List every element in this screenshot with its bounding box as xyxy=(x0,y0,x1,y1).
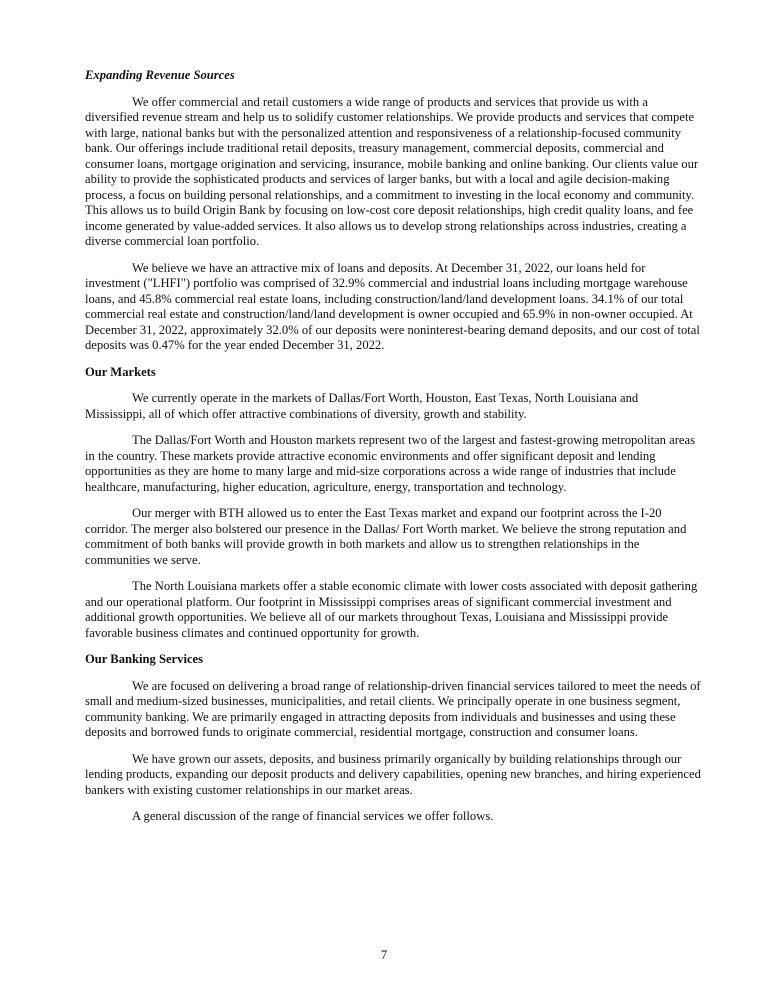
page-number: 7 xyxy=(380,948,388,962)
paragraph: We offer commercial and retail customers a wide range of products and services that provide us with a diversified revenue stream and help us to solidify customer relationships. We provide products and services that compete with large, national banks but with the personalized attention and responsiveness of a relationship-focused community bank. Our offerings include traditional retail deposits, treasury management, commercial deposits, commercial and consumer loans, mortgage origination and servicing, insurance, mobile banking and online banking. Our clients value our ability to provide the sophisticated products and services of larger banks, but with a local and agile decision-making process, a focus on building personal relationships, and a commitment to investing in the local economy and community. This allows us to build Origin Bank by focusing on low-cost core deposit relationships, high credit quality loans, and fee income generated by value-added services. It also allows us to develop strong relationships across industries, creating a diverse commercial loan portfolio. xyxy=(85,94,699,248)
paragraph: We have grown our assets, deposits, and business primarily organically by building relationships through our lending products, expanding our deposit products and delivery capabilities, opening new branches, and hiring experienced bankers with existing customer relationships in our market areas. xyxy=(85,751,701,797)
section-heading-expanding-revenue-sources: Expanding Revenue Sources xyxy=(85,68,235,82)
paragraph: The Dallas/Fort Worth and Houston markets represent two of the largest and fastest-growing metropolitan areas in the country. These markets provide attractive economic environments and offer significant deposit and lending opportunities as they are home to many large and mid-size corporations across a wide range of industries that include healthcare, manufacturing, higher education, agriculture, energy, transportation and technology. xyxy=(85,433,695,494)
document-page xyxy=(85,68,701,836)
paragraph: We believe we have an attractive mix of loans and deposits. At December 31, 2022, our loans held for investment ("LHFI") portfolio was comprised of 32.9% commercial and industrial loans including mortgage warehouse loans, and 45.8% commercial real estate loans, including construction/land/land development loans. 34.1% of our total commercial real estate and construction/land/land development is owner occupied and 65.9% in non-owner occupied. At December 31, 2022, approximately 32.0% of our deposits were noninterest-bearing demand deposits, and our cost of total deposits was 0.47% for the year ended December 31, 2022. xyxy=(85,260,700,352)
paragraph: Our merger with BTH allowed us to enter the East Texas market and expand our footprint across the I-20 corridor. The merger also bolstered our presence in the Dallas/ Fort Worth market. We believe the strong reputation and commitment of both banks will provide growth in both markets and allow us to strengthen relationships in the communities we serve. xyxy=(85,506,687,567)
paragraph: The North Louisiana markets offer a stable economic climate with lower costs associated with deposit gathering and our operational platform. Our footprint in Mississippi comprises areas of significant commercial investment and additional growth opportunities. We believe all of our markets throughout Texas, Louisiana and Mississippi provide favorable business climates and continued opportunity for growth. xyxy=(85,579,698,640)
paragraph: We are focused on delivering a broad range of relationship-driven financial services tailored to meet the needs of small and medium-sized businesses, municipalities, and retail clients. We principally operate in one business segment, community banking. We are primarily engaged in attracting deposits from individuals and businesses and using these deposits and borrowed funds to originate commercial, residential mortgage, construction and consumer loans. xyxy=(85,678,701,739)
paragraph: We currently operate in the markets of Dallas/Fort Worth, Houston, East Texas, North Louisiana and Mississippi, all of which offer attractive combinations of diversity, growth and stability. xyxy=(85,391,639,421)
section-heading-our-markets: Our Markets xyxy=(85,364,156,379)
section-heading-our-banking-services: Our Banking Services xyxy=(85,652,204,666)
paragraph: A general discussion of the range of financial services we offer follows. xyxy=(132,809,494,823)
